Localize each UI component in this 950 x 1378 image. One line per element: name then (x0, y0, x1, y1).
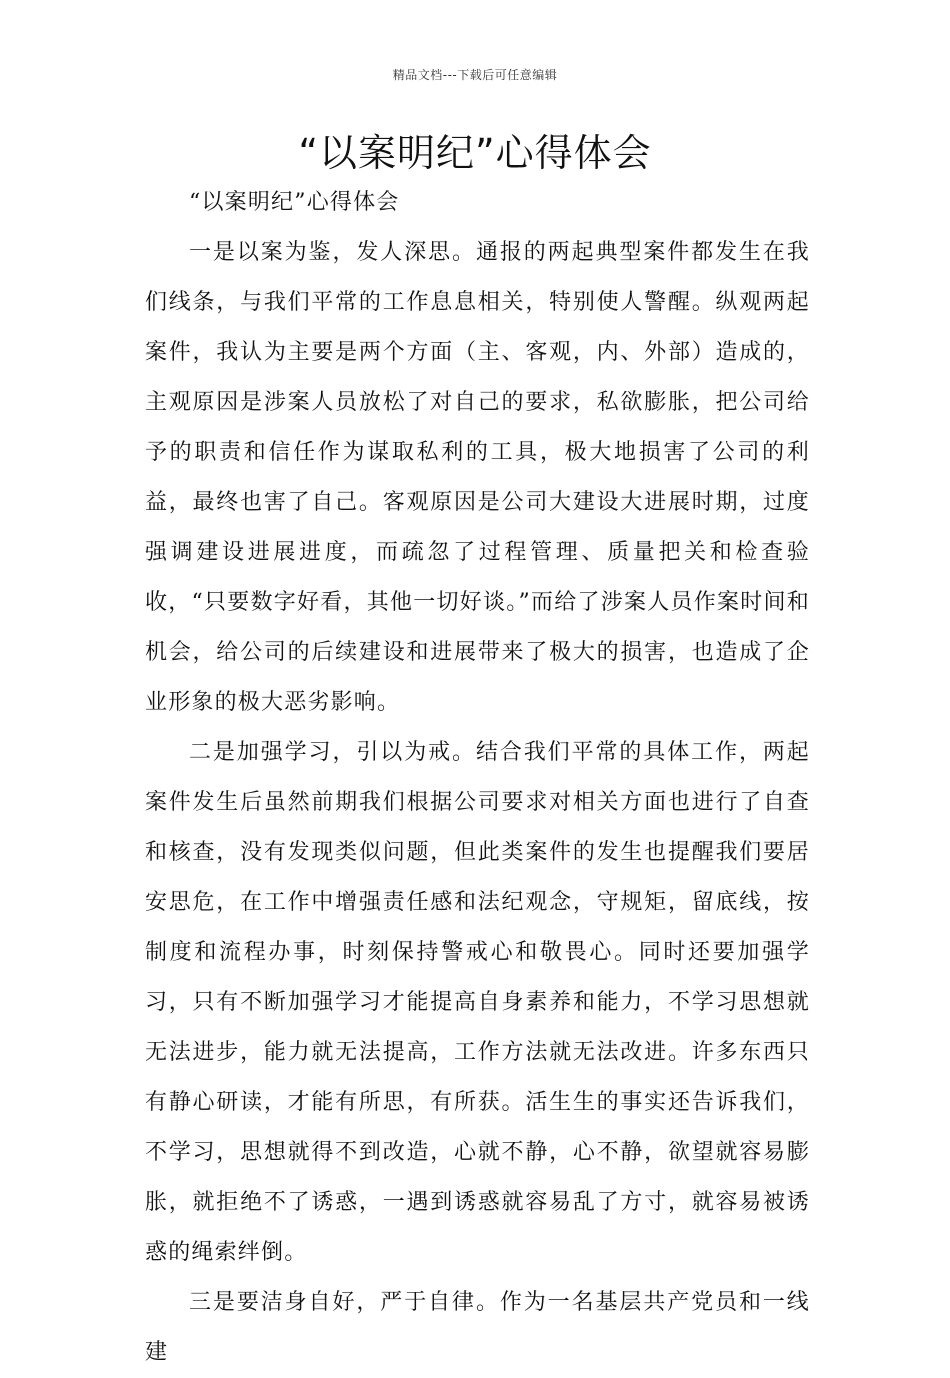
header-note: 精品文档---下载后可任意编辑 (392, 68, 558, 82)
document-title: “以案明纪”心得体会 (298, 131, 652, 175)
paragraph-2: 二是加强学习，引以为戒。结合我们平常的具体工作，两起案件发生后虽然前期我们根据公司要求对相关方面也进行了自查和核查，没有发现类似问题，但此类案件的发生也提醒我们要居安思危，在工作中增强责任感和法纪观念，守规矩，留底线，按制度和流程办事，时刻保持警戒心和敬畏心。同时还要加强学习，只有不断加强学习才能提高自身素养和能力，不学习思想就无法进步，能力就无法提高，工作方法就无法改进。许多东西只有静心研读，才能有所思，有所获。活生生的事实还告诉我们，不学习，思想就得不到改造，心就不静，心不静，欲望就容易膨胀，就拒绝不了诱惑，一遇到诱惑就容易乱了方寸，就容易被诱惑的绳索绊倒。 (145, 740, 810, 1265)
document-subtitle: “以案明纪”心得体会 (189, 190, 400, 215)
document-body (145, 178, 810, 1378)
paragraph-3: 三是要洁身自好，严于自律。作为一名基层共产党员和一线建 (145, 1290, 810, 1365)
paragraph-1: 一是以案为鉴，发人深思。通报的两起典型案件都发生在我们线条，与我们平常的工作息息相关，特别使人警醒。纵观两起案件，我认为主要是两个方面（主、客观，内、外部）造成的，主观原因是涉案人员放松了对自己的要求，私欲膨胀，把公司给予的职责和信任作为谋取私利的工具，极大地损害了公司的利益，最终也害了自己。客观原因是公司大建设大进展时期，过度强调建设进展进度，而疏忽了过程管理、质量把关和检查验收，“只要数字好看，其他一切好谈。”而给了涉案人员作案时间和机会，给公司的后续建设和进展带来了极大的损害，也造成了企业形象的极大恶劣影响。 (145, 240, 810, 715)
